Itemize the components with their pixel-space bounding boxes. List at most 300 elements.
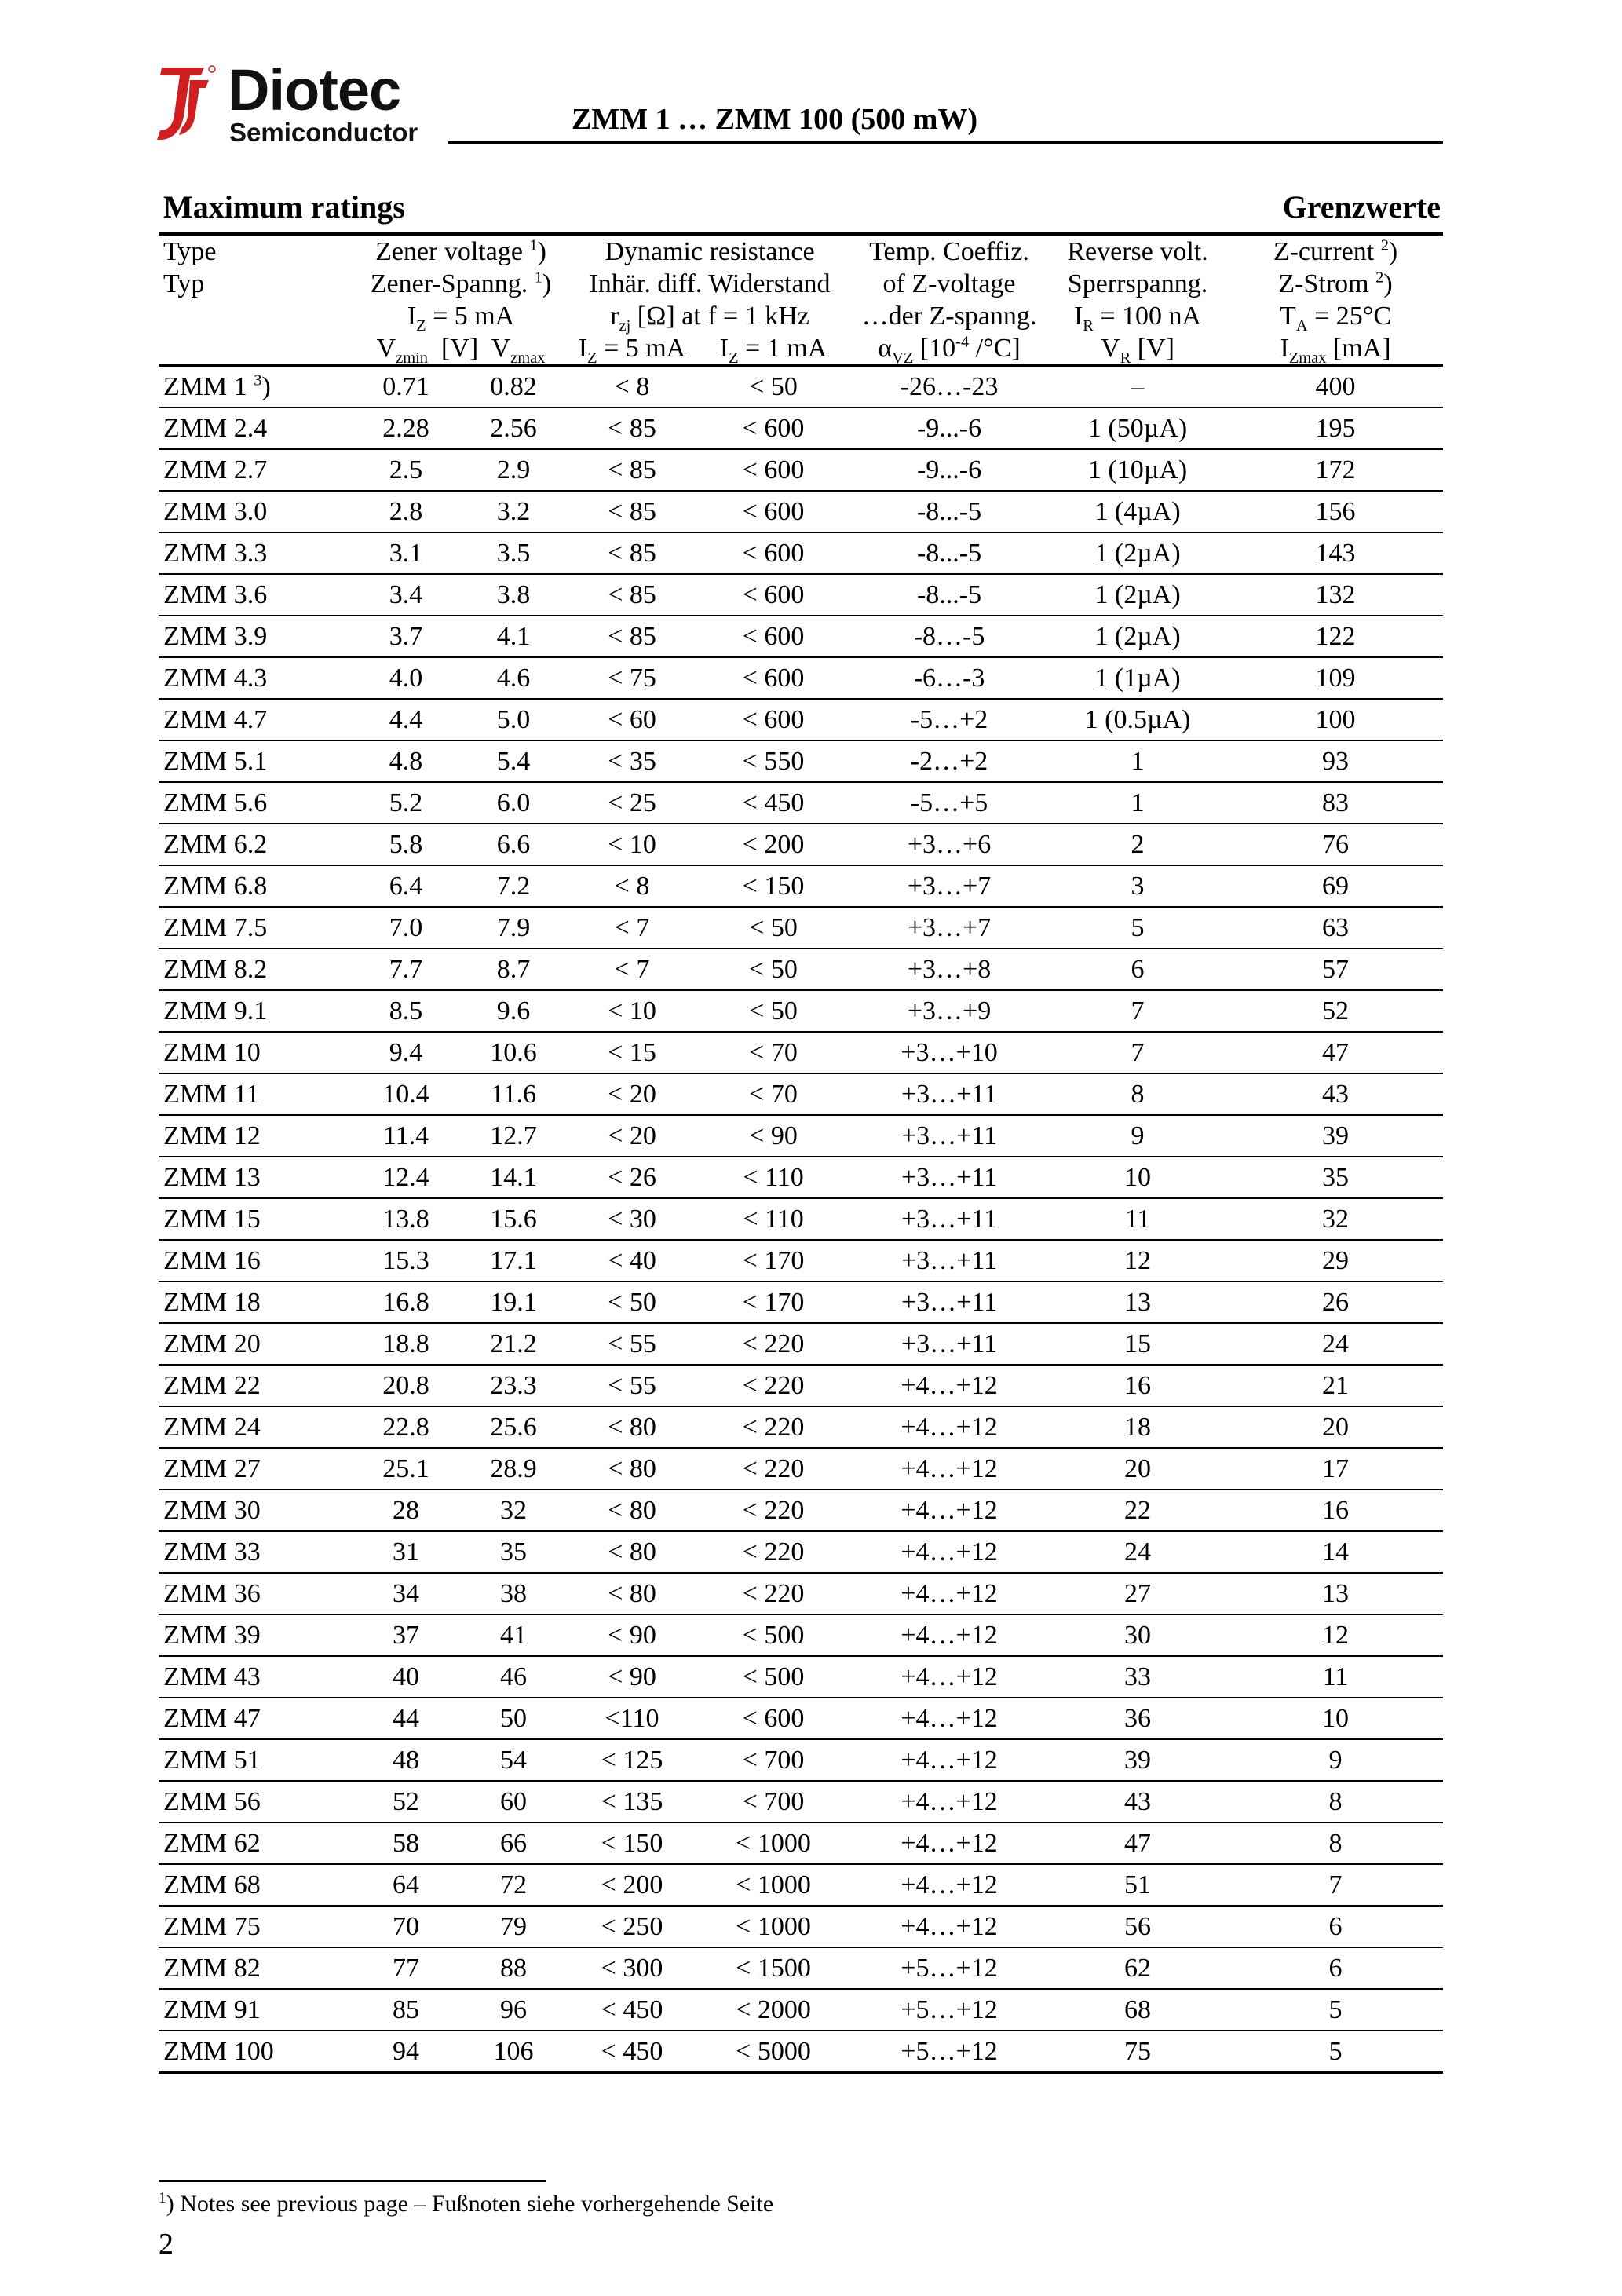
cell-r5: < 10 — [608, 829, 656, 859]
cell-r1: < 50 — [749, 371, 798, 401]
table-row — [159, 1656, 1443, 1698]
table-row — [159, 449, 1443, 491]
header-type-en: Type — [159, 234, 353, 268]
cell-type: ZMM 4.7 — [163, 704, 268, 734]
cell-izmax: 5 — [1328, 1994, 1343, 2024]
cell-vzmax: 3.5 — [496, 538, 531, 568]
table-row — [159, 574, 1443, 616]
table-row — [159, 1323, 1443, 1365]
cell-vzmin: 10.4 — [382, 1079, 429, 1109]
cell-vzmin: 12.4 — [382, 1162, 429, 1192]
cell-r5: < 55 — [608, 1370, 656, 1400]
cell-r1: < 600 — [742, 538, 805, 568]
cell-alpha: +5…+12 — [901, 1953, 998, 1983]
cell-vr: 20 — [1124, 1453, 1152, 1483]
cell-vr: 6 — [1131, 954, 1145, 984]
cell-vzmax: 106 — [493, 2036, 534, 2066]
cell-r1: < 1000 — [736, 1870, 811, 1899]
cell-r5: < 80 — [608, 1578, 656, 1608]
cell-r5: < 85 — [608, 621, 656, 651]
cell-vzmax: 72 — [500, 1870, 527, 1899]
cell-alpha: +3…+7 — [907, 912, 992, 942]
cell-r5: < 450 — [601, 1994, 663, 2024]
cell-r1: < 500 — [742, 1620, 805, 1650]
cell-r5: < 7 — [614, 954, 650, 984]
footnote-rule — [159, 2180, 546, 2182]
cell-r1: < 5000 — [736, 2036, 811, 2066]
cell-r1: < 450 — [742, 788, 805, 817]
cell-vr: 1 (50µA) — [1087, 413, 1188, 443]
table-row — [159, 1032, 1443, 1073]
cell-alpha: +4…+12 — [901, 1495, 998, 1525]
cell-vzmax: 28.9 — [490, 1453, 537, 1483]
cell-alpha: +4…+12 — [901, 1537, 998, 1567]
cell-izmax: 39 — [1322, 1121, 1350, 1150]
cell-vr: 24 — [1124, 1537, 1152, 1567]
cell-r5: < 80 — [608, 1495, 656, 1525]
cell-izmax: 52 — [1322, 996, 1350, 1026]
cell-vr: 8 — [1131, 1079, 1145, 1109]
cell-type: ZMM 39 — [163, 1620, 261, 1650]
cell-vzmin: 13.8 — [382, 1204, 429, 1234]
cell-izmax: 5 — [1328, 2036, 1343, 2066]
cell-alpha: -8…-5 — [913, 621, 985, 651]
table-row — [159, 2031, 1443, 2073]
cell-type: ZMM 47 — [163, 1703, 261, 1733]
cell-alpha: +4…+12 — [901, 1412, 998, 1442]
cell-izmax: 14 — [1322, 1537, 1350, 1567]
cell-vzmin: 4.4 — [389, 704, 423, 734]
cell-izmax: 132 — [1315, 579, 1356, 609]
table-row — [159, 1614, 1443, 1656]
table-row — [159, 1448, 1443, 1490]
cell-r5: < 200 — [601, 1870, 663, 1899]
cell-r5: < 300 — [601, 1953, 663, 1983]
header-row-1 — [159, 234, 1443, 268]
cell-r5: < 25 — [608, 788, 656, 817]
cell-r5: < 85 — [608, 579, 656, 609]
cell-alpha: +4…+12 — [901, 1745, 998, 1775]
cell-vr: 1 (10µA) — [1087, 455, 1188, 484]
cell-r5: < 20 — [608, 1121, 656, 1150]
cell-r5: < 85 — [608, 413, 656, 443]
cell-alpha: +3…+8 — [907, 954, 992, 984]
page-number: 2 — [159, 2228, 174, 2261]
cell-izmax: 47 — [1322, 1037, 1350, 1067]
cell-type: ZMM 22 — [163, 1370, 261, 1400]
table-row — [159, 865, 1443, 907]
cell-alpha: +5…+12 — [901, 2036, 998, 2066]
cell-type: ZMM 1 $^3$) — [163, 371, 271, 401]
cell-r1: < 2000 — [736, 1994, 811, 2024]
cell-vr: 18 — [1124, 1412, 1152, 1442]
cell-vzmin: 58 — [393, 1828, 419, 1858]
cell-alpha: +3…+11 — [901, 1287, 998, 1317]
cell-alpha: +4…+12 — [901, 1828, 998, 1858]
table-row — [159, 782, 1443, 824]
cell-vzmin: 34 — [393, 1578, 419, 1608]
cell-r5: < 20 — [608, 1079, 656, 1109]
cell-alpha: +4…+12 — [901, 1703, 998, 1733]
cell-vr: 1 (2µA) — [1094, 538, 1181, 568]
cell-alpha: -26…-23 — [900, 371, 999, 401]
cell-izmax: 156 — [1315, 496, 1356, 526]
cell-vr: 7 — [1131, 1037, 1145, 1067]
cell-alpha: +4…+12 — [901, 1453, 998, 1483]
cell-vzmax: 54 — [500, 1745, 527, 1775]
section-heading-de: Grenzwerte — [1282, 189, 1441, 225]
cell-izmax: 29 — [1322, 1245, 1350, 1275]
cell-r1: < 700 — [742, 1786, 805, 1816]
table-row — [159, 1989, 1443, 2031]
cell-vzmax: 8.7 — [496, 954, 531, 984]
cell-vzmax: 7.9 — [496, 912, 531, 942]
header-rzj: $r_{zj}$ [Ω] at f = 1 kHz — [610, 301, 809, 335]
cell-r5: < 55 — [608, 1329, 656, 1358]
cell-type: ZMM 36 — [163, 1578, 261, 1608]
table-row — [159, 1115, 1443, 1157]
cell-vzmax: 11.6 — [490, 1079, 537, 1109]
cell-r5: < 80 — [608, 1453, 656, 1483]
cell-vzmin: 64 — [393, 1870, 419, 1899]
cell-izmax: 24 — [1322, 1329, 1350, 1358]
cell-vzmin: 2.5 — [389, 455, 423, 484]
table-row — [159, 1490, 1443, 1531]
cell-vr: 33 — [1124, 1662, 1152, 1691]
header-iz-1ma: $I_Z = 1$ mA — [696, 332, 851, 366]
cell-r1: < 700 — [742, 1745, 805, 1775]
cell-r1: < 50 — [749, 954, 798, 984]
cell-vr: 3 — [1131, 871, 1145, 901]
cell-type: ZMM 3.0 — [163, 496, 268, 526]
header-row-4 — [159, 332, 1443, 366]
cell-type: ZMM 5.6 — [163, 788, 268, 817]
cell-type: ZMM 62 — [163, 1828, 261, 1858]
cell-vr: 68 — [1124, 1994, 1152, 2024]
cell-vzmin: 28 — [393, 1495, 419, 1525]
cell-izmax: 83 — [1322, 788, 1350, 817]
cell-alpha: -8...-5 — [916, 579, 982, 609]
cell-r1: < 600 — [742, 1703, 805, 1733]
cell-vr: 51 — [1124, 1870, 1152, 1899]
cell-izmax: 16 — [1322, 1495, 1350, 1525]
table-row — [159, 949, 1443, 990]
cell-vzmin: 44 — [393, 1703, 419, 1733]
cell-izmax: 35 — [1322, 1162, 1350, 1192]
cell-r1: < 200 — [742, 829, 805, 859]
cell-izmax: 13 — [1322, 1578, 1350, 1608]
table-row — [159, 1781, 1443, 1823]
cell-type: ZMM 7.5 — [163, 912, 268, 942]
cell-vzmin: 15.3 — [382, 1245, 429, 1275]
diotec-logo — [155, 57, 438, 148]
header-alpha-vz: $\alpha_{VZ}$ [$10^{-4}$ /°C] — [851, 332, 1047, 366]
cell-vzmax: 96 — [500, 1994, 527, 2024]
cell-type: ZMM 5.1 — [163, 746, 268, 776]
header-row-3 — [159, 300, 1443, 332]
cell-r1: < 1000 — [736, 1911, 811, 1941]
cell-r5: < 80 — [608, 1412, 656, 1442]
cell-vzmin: 8.5 — [389, 996, 423, 1026]
cell-type: ZMM 3.6 — [163, 579, 268, 609]
header-z-current: Z-current $^2$) — [1228, 234, 1443, 268]
cell-alpha: -8...-5 — [916, 538, 982, 568]
cell-izmax: 100 — [1315, 704, 1356, 734]
cell-vzmax: 32 — [500, 1495, 527, 1525]
cell-vr: 1 (1µA) — [1094, 663, 1181, 693]
cell-vr: 16 — [1124, 1370, 1152, 1400]
cell-r1: < 600 — [742, 704, 805, 734]
cell-izmax: 195 — [1315, 413, 1356, 443]
cell-vzmin: 11.4 — [382, 1121, 429, 1150]
cell-izmax: 7 — [1328, 1870, 1343, 1899]
cell-vzmax: 6.6 — [496, 829, 531, 859]
cell-alpha: -5…+2 — [910, 704, 988, 734]
cell-vzmin: 3.7 — [389, 621, 423, 651]
cell-type: ZMM 8.2 — [163, 954, 268, 984]
cell-izmax: 12 — [1322, 1620, 1350, 1650]
cell-vzmax: 35 — [500, 1537, 527, 1567]
cell-vzmax: 60 — [500, 1786, 527, 1816]
header-rule — [448, 141, 1443, 144]
cell-type: ZMM 24 — [163, 1412, 261, 1442]
header-row-2 — [159, 268, 1443, 300]
cell-vzmax: 4.6 — [496, 663, 531, 693]
cell-izmax: 10 — [1322, 1703, 1350, 1733]
header-type-de: Typ — [163, 269, 205, 298]
cell-vr: 43 — [1124, 1786, 1152, 1816]
cell-vzmin: 37 — [393, 1620, 419, 1650]
table-row — [159, 1947, 1443, 1989]
cell-alpha: +4…+12 — [901, 1620, 998, 1650]
table-row — [159, 1406, 1443, 1448]
cell-izmax: 76 — [1322, 829, 1350, 859]
table-row — [159, 491, 1443, 532]
cell-r5: < 85 — [608, 538, 656, 568]
header-dynamic-resistance: Dynamic resistance — [568, 234, 851, 268]
cell-vzmin: 22.8 — [382, 1412, 429, 1442]
cell-alpha: -5…+5 — [910, 788, 988, 817]
cell-r5: < 135 — [601, 1786, 663, 1816]
cell-vr: 1 — [1131, 746, 1145, 776]
cell-r1: < 50 — [749, 996, 798, 1026]
cell-vr: 10 — [1124, 1162, 1152, 1192]
header-reverse-volt: Reverse volt. — [1047, 234, 1228, 268]
footnote: $^1$) Notes see previous page – Fußnoten siehe vorhergehende Seite — [159, 2190, 774, 2217]
cell-alpha: +3…+11 — [901, 1204, 998, 1234]
header-vz-limits: $V_{zmin}$ [V] $V_{zmax}$ — [353, 332, 568, 366]
cell-type: ZMM 75 — [163, 1911, 261, 1941]
cell-izmax: 32 — [1322, 1204, 1350, 1234]
cell-vzmin: 52 — [393, 1786, 419, 1816]
cell-vzmin: 77 — [393, 1953, 419, 1983]
cell-r5: < 75 — [608, 663, 656, 693]
cell-vr: 11 — [1124, 1204, 1151, 1234]
cell-vzmax: 15.6 — [490, 1204, 537, 1234]
cell-type: ZMM 3.9 — [163, 621, 268, 651]
table-row — [159, 990, 1443, 1032]
cell-type: ZMM 18 — [163, 1287, 261, 1317]
cell-vzmin: 4.0 — [389, 663, 423, 693]
header-zener-condition: $I_Z = 5$ mA — [407, 301, 515, 335]
cell-r5: < 35 — [608, 746, 656, 776]
cell-vr: 7 — [1131, 996, 1145, 1026]
cell-r1: < 1000 — [736, 1828, 811, 1858]
header-temp-de: …der Z-spanng. — [861, 301, 1037, 331]
cell-vr: 1 (2µA) — [1094, 579, 1181, 609]
cell-alpha: +3…+10 — [901, 1037, 998, 1067]
cell-izmax: 11 — [1322, 1662, 1349, 1691]
ratings-table-body — [159, 366, 1443, 2073]
cell-type: ZMM 51 — [163, 1745, 261, 1775]
cell-r1: < 550 — [742, 746, 805, 776]
header-zener-spanng: Zener-Spanng. $^1$) — [370, 269, 552, 298]
cell-vzmin: 6.4 — [389, 871, 423, 901]
cell-r1: < 220 — [742, 1329, 805, 1358]
cell-alpha: +4…+12 — [901, 1870, 998, 1899]
table-row — [159, 616, 1443, 657]
cell-vzmin: 4.8 — [389, 746, 423, 776]
cell-alpha: +3…+11 — [901, 1121, 998, 1150]
cell-izmax: 6 — [1328, 1953, 1343, 1983]
cell-r1: < 600 — [742, 579, 805, 609]
cell-vzmin: 7.7 — [389, 954, 423, 984]
cell-alpha: +3…+11 — [901, 1079, 998, 1109]
header-rev-de: Sperrspanng. — [1067, 269, 1208, 298]
cell-r5: < 80 — [608, 1537, 656, 1567]
cell-vr: 39 — [1124, 1745, 1152, 1775]
header-ta-condition: $T_A = 25^\circ C$ — [1280, 301, 1392, 335]
cell-r1: < 110 — [743, 1162, 804, 1192]
cell-r1: < 70 — [749, 1079, 798, 1109]
table-row — [159, 1739, 1443, 1781]
cell-type: ZMM 2.7 — [163, 455, 268, 484]
table-row — [159, 1698, 1443, 1739]
header-dyn-res-de: Inhär. diff. Widerstand — [589, 269, 831, 298]
cell-vr: 36 — [1124, 1703, 1152, 1733]
cell-r5: < 7 — [614, 912, 650, 942]
cell-vzmin: 70 — [393, 1911, 419, 1941]
cell-r1: < 220 — [742, 1578, 805, 1608]
cell-alpha: -8...-5 — [916, 496, 982, 526]
cell-vzmin: 25.1 — [382, 1453, 429, 1483]
cell-vr: 1 (0.5µA) — [1084, 704, 1191, 734]
cell-vzmin: 3.4 — [389, 579, 423, 609]
cell-type: ZMM 100 — [163, 2036, 274, 2066]
table-row — [159, 1531, 1443, 1573]
cell-vzmin: 5.8 — [389, 829, 423, 859]
header-zener-voltage: Zener voltage $^1$) — [353, 234, 568, 268]
cell-izmax: 8 — [1328, 1828, 1343, 1858]
cell-vr: 1 (2µA) — [1094, 621, 1181, 651]
cell-r5: < 26 — [608, 1162, 656, 1192]
cell-r1: < 600 — [742, 455, 805, 484]
cell-r5: < 85 — [608, 455, 656, 484]
table-row — [159, 657, 1443, 699]
cell-vr: 56 — [1124, 1911, 1152, 1941]
cell-izmax: 8 — [1328, 1786, 1343, 1816]
cell-vzmax: 5.0 — [496, 704, 531, 734]
cell-vzmax: 2.56 — [490, 413, 537, 443]
cell-vzmax: 21.2 — [490, 1329, 537, 1358]
cell-vzmin: 18.8 — [382, 1329, 429, 1358]
cell-r5: < 50 — [608, 1287, 656, 1317]
cell-vr: 30 — [1124, 1620, 1152, 1650]
cell-alpha: +3…+6 — [907, 829, 992, 859]
cell-alpha: +5…+12 — [901, 1994, 998, 2024]
document-title: ZMM 1 … ZMM 100 (500 mW) — [572, 103, 978, 136]
table-row — [159, 907, 1443, 949]
cell-r1: < 600 — [742, 663, 805, 693]
cell-vzmax: 2.9 — [496, 455, 531, 484]
cell-vr: 62 — [1124, 1953, 1152, 1983]
table-row — [159, 1281, 1443, 1323]
cell-alpha: +4…+12 — [901, 1578, 998, 1608]
cell-vr: 5 — [1131, 912, 1145, 942]
cell-r1: < 220 — [742, 1495, 805, 1525]
cell-type: ZMM 20 — [163, 1329, 261, 1358]
cell-izmax: 43 — [1322, 1079, 1350, 1109]
cell-vzmin: 2.28 — [382, 413, 429, 443]
cell-vr: 12 — [1124, 1245, 1152, 1275]
cell-vzmin: 9.4 — [389, 1037, 423, 1067]
cell-r5: < 450 — [601, 2036, 663, 2066]
cell-vzmax: 66 — [500, 1828, 527, 1858]
cell-vzmin: 3.1 — [389, 538, 423, 568]
table-row — [159, 1365, 1443, 1406]
cell-r5: < 15 — [608, 1037, 656, 1067]
cell-r5: < 85 — [608, 496, 656, 526]
cell-r1: < 1500 — [736, 1953, 811, 1983]
cell-r1: < 90 — [749, 1121, 798, 1150]
cell-vr: 27 — [1124, 1578, 1152, 1608]
cell-type: ZMM 12 — [163, 1121, 261, 1150]
cell-alpha: +3…+7 — [907, 871, 992, 901]
cell-type: ZMM 6.2 — [163, 829, 268, 859]
cell-type: ZMM 27 — [163, 1453, 261, 1483]
cell-type: ZMM 82 — [163, 1953, 261, 1983]
cell-r5: < 40 — [608, 1245, 656, 1275]
cell-alpha: +4…+12 — [901, 1662, 998, 1691]
cell-r5: < 10 — [608, 996, 656, 1026]
cell-izmax: 143 — [1315, 538, 1356, 568]
cell-vzmax: 14.1 — [490, 1162, 537, 1192]
cell-type: ZMM 9.1 — [163, 996, 268, 1026]
cell-vzmin: 20.8 — [382, 1370, 429, 1400]
logo-name: Diotec — [228, 57, 401, 122]
cell-izmax: 26 — [1322, 1287, 1350, 1317]
header-temp-of: of Z-voltage — [882, 269, 1016, 298]
cell-type: ZMM 4.3 — [163, 663, 268, 693]
cell-r1: < 600 — [742, 621, 805, 651]
cell-vzmax: 3.2 — [496, 496, 531, 526]
cell-alpha: +3…+11 — [901, 1245, 998, 1275]
header-temp-coeff: Temp. Coeffiz. — [851, 234, 1047, 268]
cell-vzmax: 46 — [500, 1662, 527, 1691]
cell-alpha: +4…+12 — [901, 1786, 998, 1816]
cell-alpha: +3…+9 — [907, 996, 992, 1026]
cell-vzmin: 31 — [393, 1537, 419, 1567]
cell-vzmax: 79 — [500, 1911, 527, 1941]
table-row — [159, 1573, 1443, 1614]
cell-r1: < 220 — [742, 1453, 805, 1483]
diotec-logo-mark-icon — [155, 61, 218, 148]
cell-vzmin: 16.8 — [382, 1287, 429, 1317]
cell-type: ZMM 3.3 — [163, 538, 268, 568]
cell-r5: < 150 — [601, 1828, 663, 1858]
table-row — [159, 408, 1443, 449]
cell-r1: < 500 — [742, 1662, 805, 1691]
